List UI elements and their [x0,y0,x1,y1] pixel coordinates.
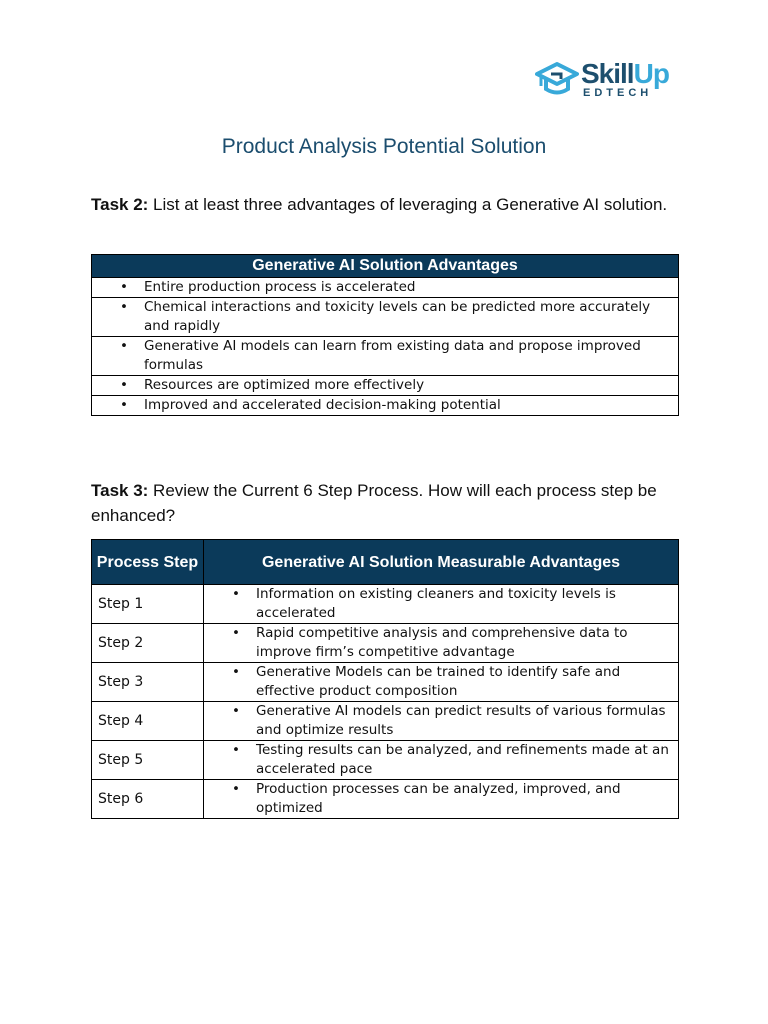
skillup-logo [535,58,680,102]
step-cell: Step 4 [92,702,204,741]
table-row [92,585,679,624]
advantages-table-header: Generative AI Solution Advantages [92,255,679,278]
advantage-cell [204,585,679,624]
table-row [92,624,679,663]
process-steps-table [91,539,679,819]
measurable-advantages-header: Generative AI Solution Measurable Advantages [204,540,679,585]
step-cell: Step 1 [92,585,204,624]
page-title: Product Analysis Potential Solution [221,135,547,158]
logo-subtitle: EDTECH [583,87,653,99]
task2-label: Task 2: [91,195,149,214]
task2-text: List at least three advantages of leveraging a Generative AI solution. [148,195,668,214]
list-item: • Entire production process is accelerated [92,278,678,297]
list-item: • Improved and accelerated decision-making potential [92,396,678,415]
list-item: • Chemical interactions and toxicity levels can be predicted more accurately and rapidly [92,298,678,336]
table-row [92,780,679,819]
advantage-cell [204,702,679,741]
table-row [92,741,679,780]
list-item: • Rapid competitive analysis and comprehensive data to improve firm’s competitive advantage [204,624,678,662]
list-item: • Generative AI models can predict results of various formulas and optimize results [204,702,678,740]
advantages-table [91,254,679,416]
table-row [92,396,679,416]
process-step-header: Process Step [92,540,204,585]
list-item: • Testing results can be analyzed, and refinements made at an accelerated pace [204,741,678,779]
task3-prompt [91,478,691,528]
list-item: • Resources are optimized more effectively [92,376,678,395]
table-row [92,702,679,741]
advantage-cell [204,663,679,702]
task3-label: Task 3: [91,481,149,500]
list-item: • Generative Models can be trained to identify safe and effective product composition [204,663,678,701]
graduation-cap-icon [535,60,579,100]
advantage-cell [204,780,679,819]
table-row [92,278,679,298]
task3-text: Review the Current 6 Step Process. How will each process step be enhanced? [91,481,657,525]
logo-wordmark: SkillUp [581,58,669,89]
list-item: • Generative AI models can learn from existing data and propose improved formulas [92,337,678,375]
table-row [92,376,679,396]
list-item: • Information on existing cleaners and toxicity levels is accelerated [204,585,678,623]
table-row [92,337,679,376]
step-cell: Step 3 [92,663,204,702]
table-row [92,298,679,337]
advantage-cell [204,741,679,780]
step-cell: Step 5 [92,741,204,780]
step-cell: Step 6 [92,780,204,819]
step-cell: Step 2 [92,624,204,663]
table-row [92,663,679,702]
advantage-cell [204,624,679,663]
list-item: • Production processes can be analyzed, improved, and optimized [204,780,678,818]
task2-prompt [91,192,691,217]
